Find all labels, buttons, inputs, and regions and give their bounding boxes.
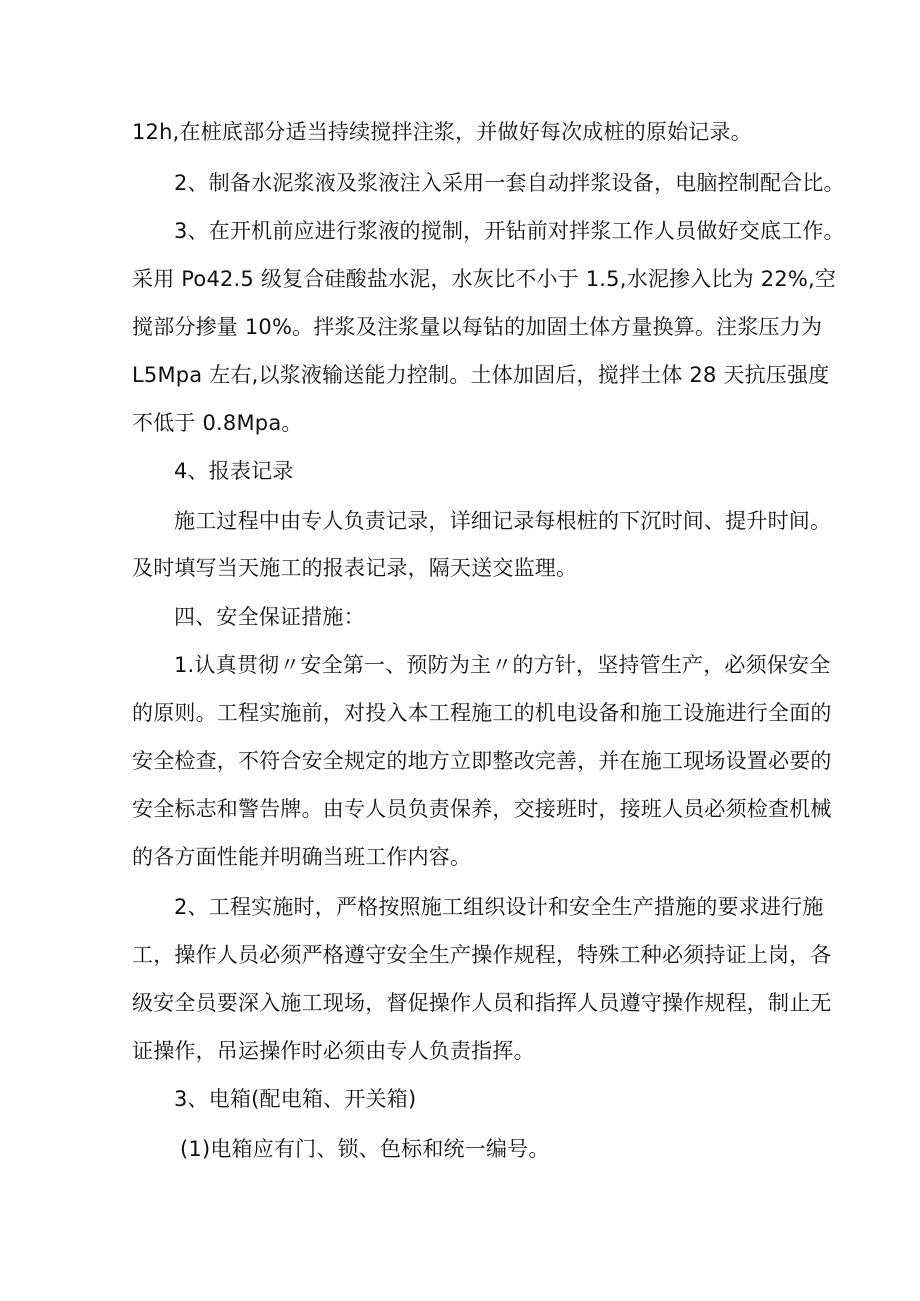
section-heading: 4、报表记录: [174, 459, 294, 483]
text-line: L5Mpa 左右,以浆液输送能力控制。土体加固后，搅拌土体 28 天抗压强度: [132, 363, 830, 387]
text-line: 不低于 0.8Mpa。: [132, 411, 303, 435]
text-line: 安全检查，不符合安全规定的地方立即整改完善，并在施工现场设置必要的: [132, 749, 832, 773]
text-line: 安全标志和警告牌。由专人员负责保养，交接班时，接班人员必须检查机械: [132, 797, 832, 821]
text-line: 工，操作人员必须严格遵守安全生产操作规程，特殊工种必须持证上岗，各: [132, 943, 832, 967]
text-line: 的各方面性能并明确当班工作内容。: [132, 845, 472, 869]
text-line: 采用 Po42.5 级复合硅酸盐水泥，水灰比不小于 1.5,水泥掺入比为 22%,空: [132, 267, 837, 291]
text-line: 证操作，吊运操作时必须由专人负责指挥。: [132, 1039, 535, 1063]
text-line: 的原则。工程实施前，对投入本工程施工的机电设备和施工设施进行全面的: [132, 701, 832, 725]
text-line: 级安全员要深入施工现场，督促操作人员和指挥人员遵守操作规程，制止无: [132, 991, 832, 1015]
text-line: 2、制备水泥浆液及浆液注入采用一套自动拌浆设备，电脑控制配合比。: [174, 171, 845, 195]
section-heading: 3、电箱(配电箱、开关箱): [174, 1087, 417, 1111]
text-line: 施工过程中由专人负责记录，详细记录每根桩的下沉时间、提升时间。: [174, 509, 832, 533]
section-heading: 四、安全保证措施：: [174, 605, 365, 629]
text-line: 搅部分掺量 10%。拌浆及注浆量以每钻的加固土体方量换算。注浆压力为: [132, 315, 823, 339]
text-line: 12h,在桩底部分适当持续搅拌注浆，并做好每次成桩的原始记录。: [132, 120, 752, 144]
text-line: 2、工程实施时，严格按照施工组织设计和安全生产措施的要求进行施: [174, 895, 824, 919]
text-line: 1.认真贯彻〃安全第一、预防为主〃的方针，坚持管生产，必须保安全: [174, 653, 831, 677]
text-line: 及时填写当天施工的报表记录，隔天送交监理。: [132, 556, 578, 580]
text-line: (1)电箱应有门、锁、色标和统一编号。: [180, 1137, 550, 1161]
text-line: 3、在开机前应进行浆液的搅制，开钻前对拌浆工作人员做好交底工作。: [174, 219, 845, 243]
